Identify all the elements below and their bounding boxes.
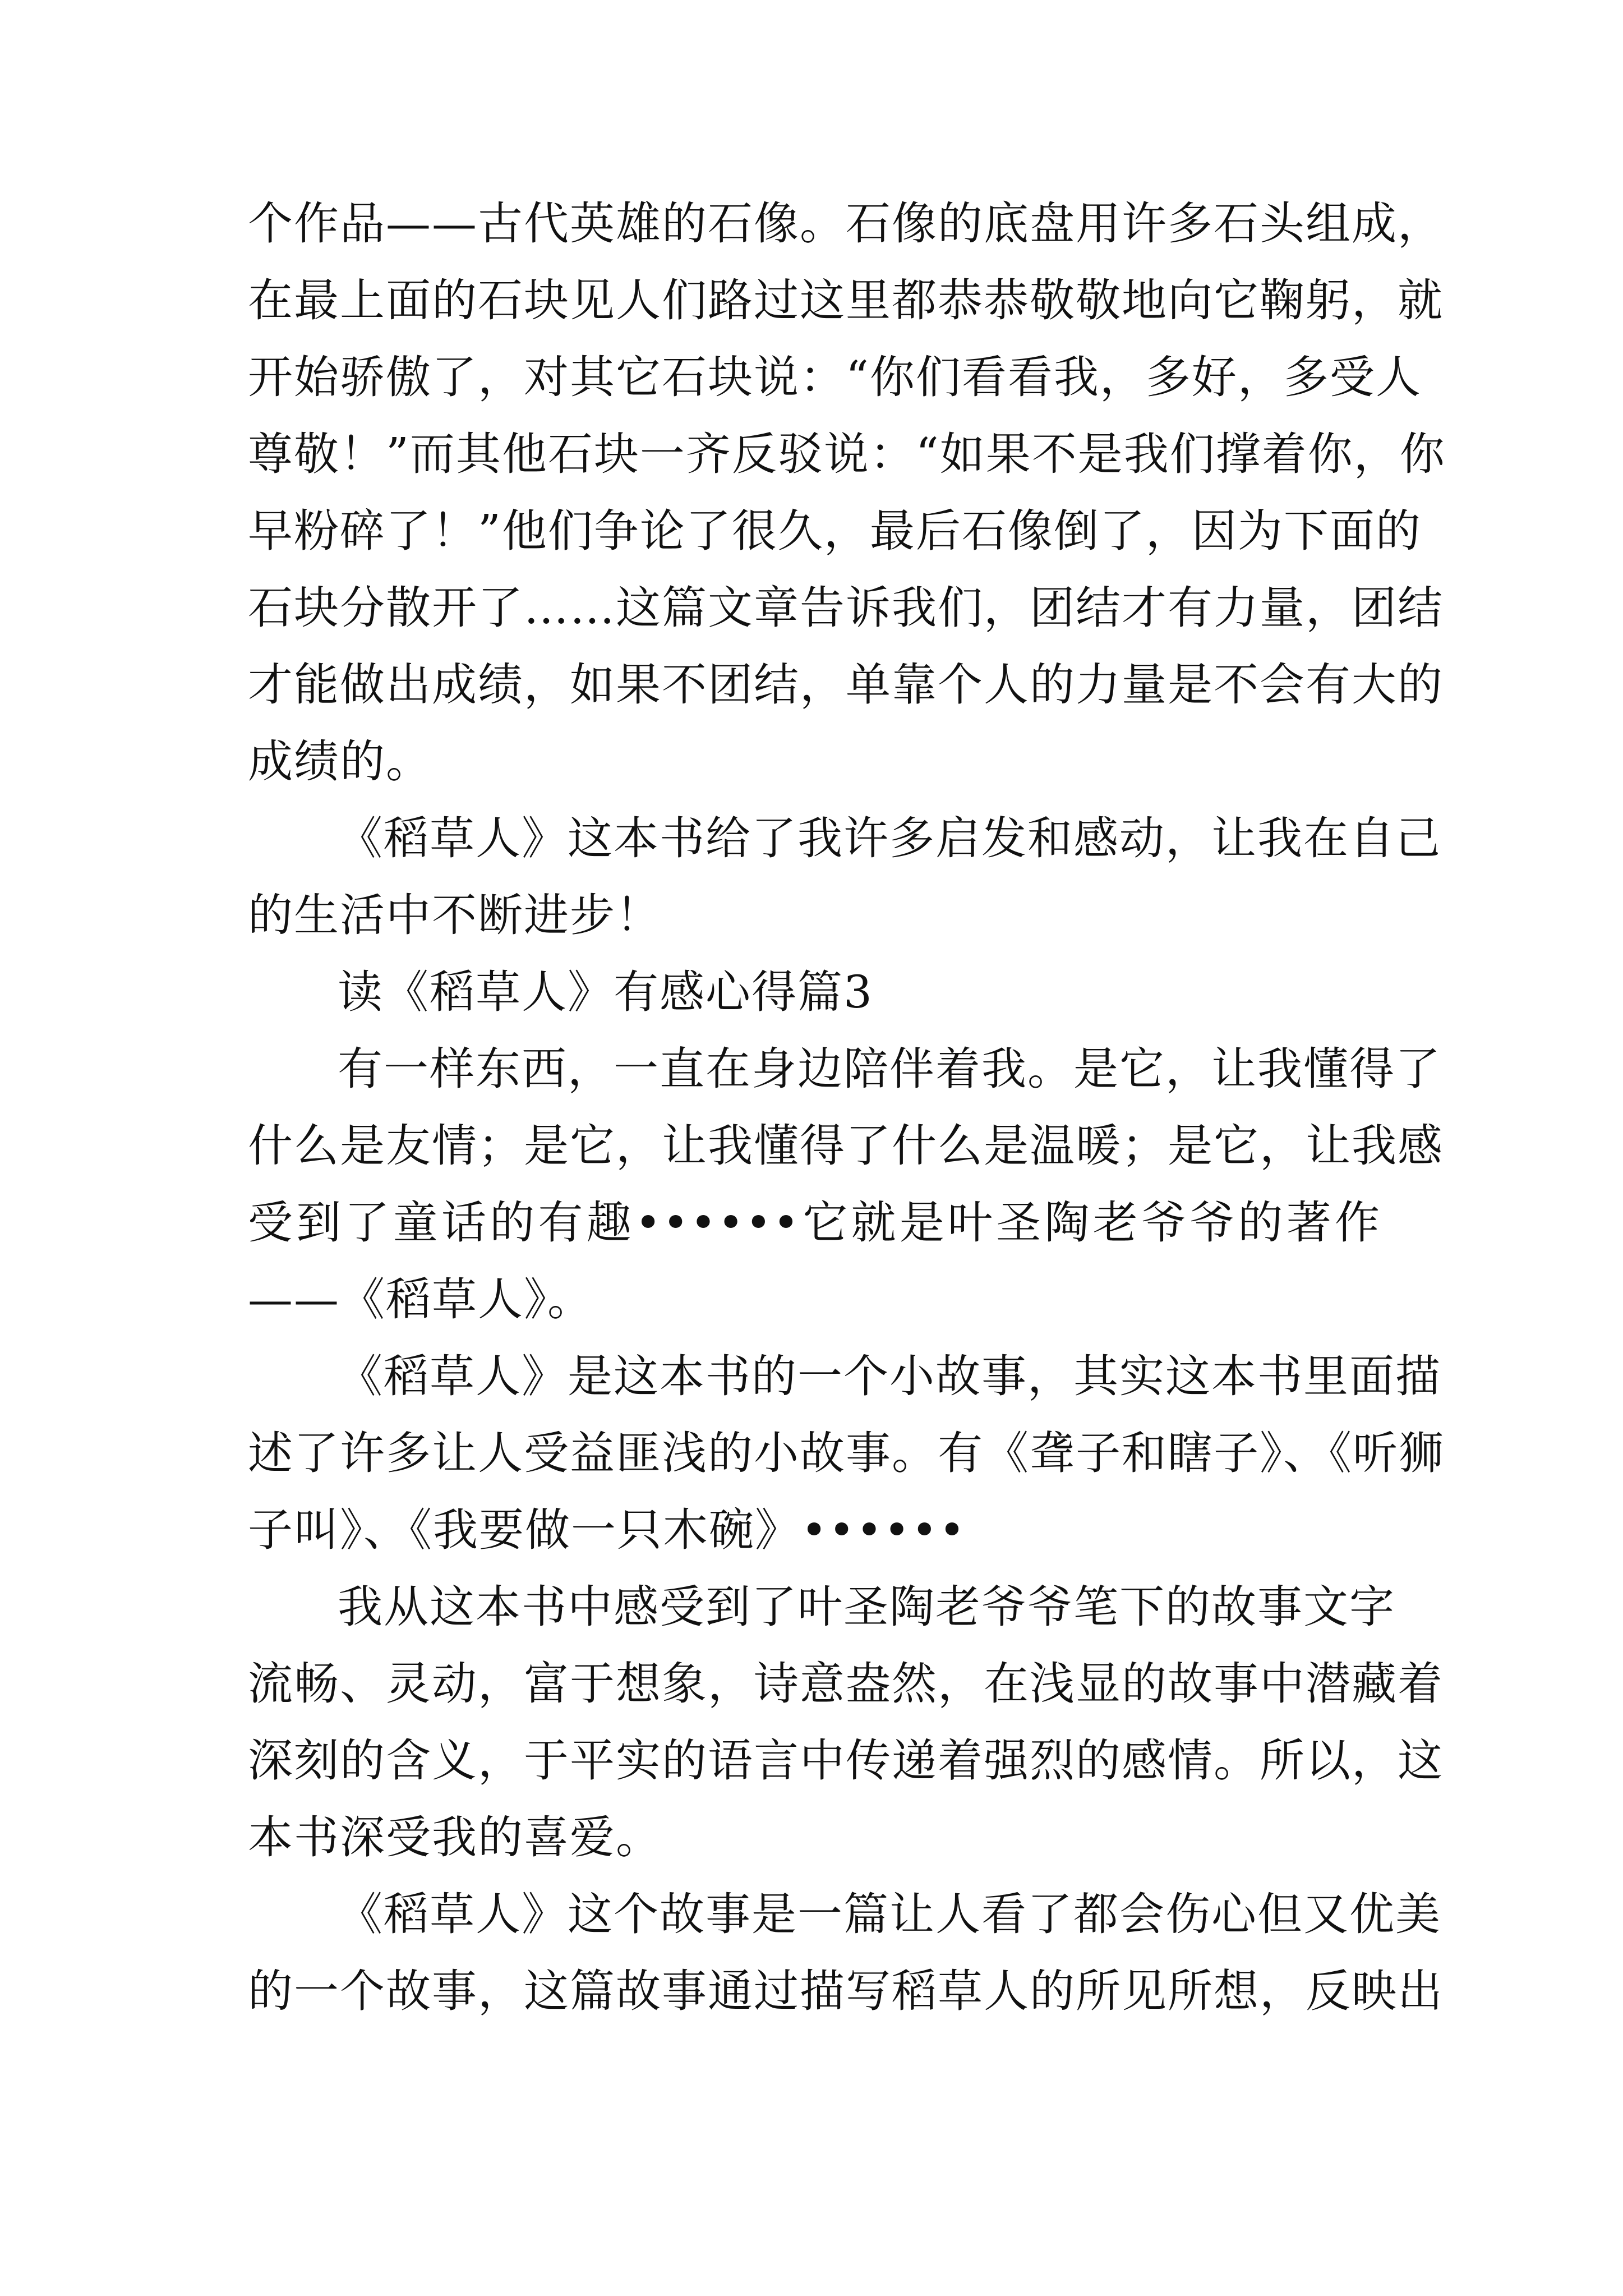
text-line: 子叫》、《我要做一只木碗》•••••• xyxy=(248,1504,967,1556)
text-line: 石块分散开了……这篇文章告诉我们，团结才有力量，团结 xyxy=(248,582,1444,634)
text-line: 开始骄傲了，对其它石块说：“你们看看我，多好，多受人 xyxy=(248,351,1422,403)
document-page xyxy=(248,185,1446,2030)
text-line: 《稻草人》是这本书的一个小故事，其实这本书里面描 xyxy=(338,1350,1441,1402)
text-line: 《稻草人》这个故事是一篇让人看了都会伤心但又优美 xyxy=(338,1888,1441,1940)
text-line: 本书深受我的喜爱。 xyxy=(248,1811,662,1864)
text-line: 《稻草人》这本书给了我许多启发和感动，让我在自己 xyxy=(338,812,1441,864)
text-line: 流畅、灵动，富于想象，诗意盎然，在浅显的故事中潜藏着 xyxy=(248,1658,1444,1710)
section-heading: 读《稻草人》有感心得篇3 xyxy=(338,966,873,1018)
text-line: 才能做出成绩，如果不团结，单靠个人的力量是不会有大的 xyxy=(248,659,1444,711)
text-line: 述了许多让人受益匪浅的小故事。有《聋子和瞎子》、《听狮 xyxy=(248,1427,1445,1479)
text-line: 早粉碎了！”他们争论了很久，最后石像倒了，因为下面的 xyxy=(248,505,1422,557)
text-line: 有一样东西，一直在身边陪伴着我。是它，让我懂得了 xyxy=(338,1043,1441,1095)
text-line: 的生活中不断进步！ xyxy=(248,889,662,941)
text-line: 受到了童话的有趣••••••它就是叶圣陶老爷爷的著作 xyxy=(248,1197,1381,1249)
text-line: 的一个故事，这篇故事通过描写稻草人的所见所想，反映出 xyxy=(248,1965,1444,2017)
text-line: ——《稻草人》。 xyxy=(248,1273,593,1326)
text-line: 我从这本书中感受到了叶圣陶老爷爷笔下的故事文字 xyxy=(338,1581,1395,1633)
text-line: 个作品——古代英雄的石像。石像的底盘用许多石头组成， xyxy=(248,197,1444,250)
text-line: 深刻的含义，于平实的语言中传递着强烈的感情。所以，这 xyxy=(248,1734,1444,1787)
text-line: 在最上面的石块见人们路过这里都恭恭敬敬地向它鞠躬，就 xyxy=(248,274,1444,326)
text-line: 成绩的。 xyxy=(248,735,432,788)
text-line: 尊敬！”而其他石块一齐反驳说：“如果不是我们撑着你，你 xyxy=(248,428,1446,480)
text-line: 什么是友情；是它，让我懂得了什么是温暖；是它，让我感 xyxy=(248,1120,1444,1172)
